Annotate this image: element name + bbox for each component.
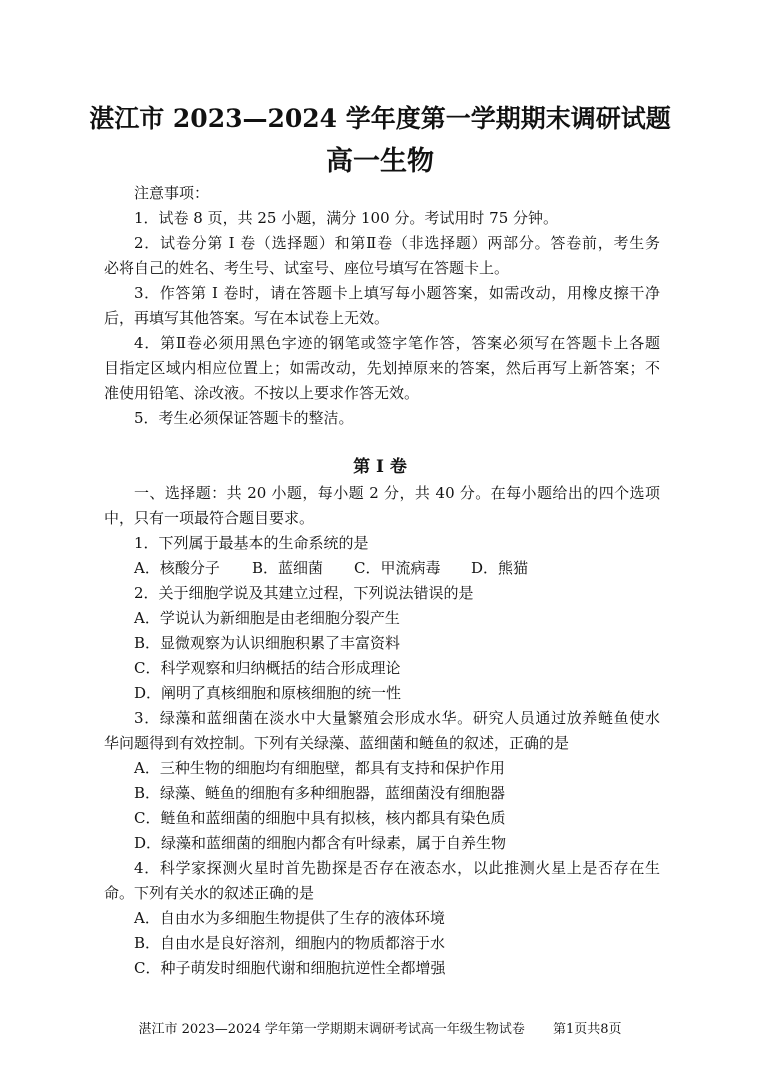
q2-option-c: C．科学观察和归纳概括的结合形成理论	[134, 659, 401, 677]
footer-exam-name: 湛江市 2023—2024 学年第一学期期末调研考试高一年级生物试卷	[138, 1022, 525, 1037]
q1-option-b: B．蓝细菌	[252, 559, 324, 577]
q4-option-c: C．种子萌发时细胞代谢和细胞抗逆性全都增强	[134, 959, 446, 977]
notice-item-5: 5．考生必须保证答题卡的整洁。	[134, 409, 354, 427]
question-2-stem: 2．关于细胞学说及其建立过程，下列说法错误的是	[134, 584, 474, 602]
q3-option-c: C．鲢鱼和蓝细菌的细胞中具有拟核，核内都具有染色质	[134, 809, 506, 827]
question-3-stem-1: 3．绿藻和蓝细菌在淡水中大量繁殖会形成水华。研究人员通过放养鲢鱼使水	[134, 709, 660, 727]
notice-item-4-cont: 目指定区域内相应位置上；如需改动，先划掉原来的答案，然后再写上新答案；不	[104, 359, 660, 377]
notice-item-4-end: 准使用铅笔、涂改液。不按以上要求作答无效。	[104, 384, 420, 402]
question-4-stem-2: 命。下列有关水的叙述正确的是	[104, 884, 315, 902]
notice-item-1: 1．试卷 8 页，共 25 小题，满分 100 分。考试用时 75 分钟。	[134, 209, 559, 227]
notice-item-3-cont: 后，再填写其他答案。写在本试卷上无效。	[104, 309, 390, 327]
question-1-options	[134, 561, 660, 576]
notice-heading: 注意事项：	[134, 184, 210, 202]
notice-item-4: 4．第Ⅱ卷必须用黑色字迹的钢笔或签字笔作答，答案必须写在答题卡上各题	[134, 334, 660, 352]
q1-option-a: A．核酸分子	[134, 559, 220, 577]
question-3-stem-2: 华问题得到有效控制。下列有关绿藻、蓝细菌和鲢鱼的叙述，正确的是	[104, 734, 570, 752]
q3-option-a: A．三种生物的细胞均有细胞壁，都具有支持和保护作用	[134, 759, 505, 777]
page-footer	[0, 1018, 760, 1037]
q2-option-d: D．阐明了真核细胞和原核细胞的统一性	[134, 684, 402, 702]
q4-option-a: A．自由水为多细胞生物提供了生存的液体环境	[134, 909, 445, 927]
q4-option-b: B．自由水是良好溶剂，细胞内的物质都溶于水	[134, 934, 446, 952]
q3-option-b: B．绿藻、鲢鱼的细胞有多种细胞器，蓝细菌没有细胞器	[134, 784, 506, 802]
section-heading: 第 I 卷	[353, 457, 407, 477]
q2-option-b: B．显微观察为认识细胞积累了丰富资料	[134, 634, 401, 652]
notice-item-2-cont: 必将自己的姓名、考生号、试室号、座位号填写在答题卡上。	[104, 259, 510, 277]
page-number: 第1页共8页	[552, 1022, 622, 1037]
q1-option-c: C．甲流病毒	[354, 559, 441, 577]
question-4-stem-1: 4．科学家探测火星时首先勘探是否存在液态水，以此推测火星上是否存在生	[134, 859, 660, 877]
exam-title: 湛江市 2023—2024 学年度第一学期期末调研试题	[89, 104, 671, 133]
q1-option-d: D．熊猫	[471, 559, 529, 577]
q3-option-d: D．绿藻和蓝细菌的细胞内都含有叶绿素，属于自养生物	[134, 834, 507, 852]
notice-item-3: 3．作答第 I 卷时，请在答题卡上填写每小题答案，如需改动，用橡皮擦干净	[134, 284, 660, 302]
q2-option-a: A．学说认为新细胞是由老细胞分裂产生	[134, 609, 400, 627]
instructions-line-1: 一、选择题：共 20 小题，每小题 2 分，共 40 分。在每小题给出的四个选项	[134, 484, 660, 502]
instructions-line-2: 中，只有一项最符合题目要求。	[104, 509, 315, 527]
exam-subject: 高一生物	[326, 146, 434, 177]
question-1-stem: 1．下列属于最基本的生命系统的是	[134, 534, 369, 552]
notice-item-2: 2．试卷分第 I 卷（选择题）和第Ⅱ卷（非选择题）两部分。答卷前，考生务	[134, 234, 660, 252]
